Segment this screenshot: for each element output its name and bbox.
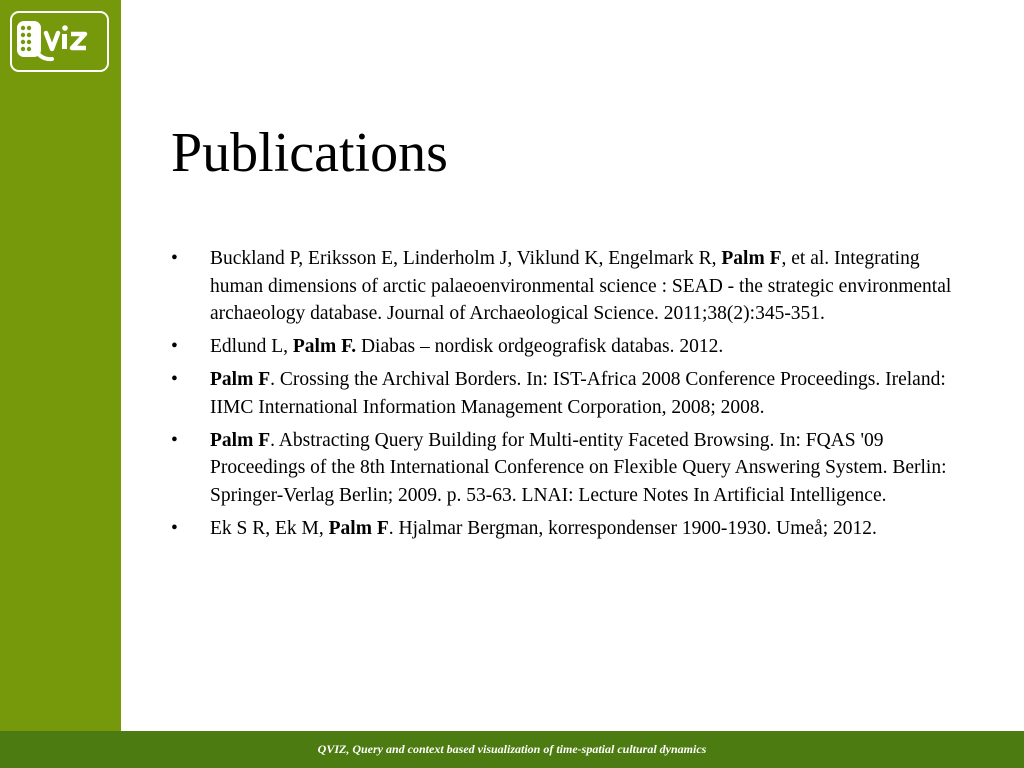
publication-item <box>171 245 971 328</box>
bullet: • <box>171 248 178 269</box>
publication-author-highlight: Palm F <box>210 369 271 390</box>
slide-title: Publications <box>171 122 448 184</box>
publication-text-start: Buckland P, Eriksson E, Linderholm J, Viklund K, Engelmark R, <box>210 248 722 269</box>
publication-author-highlight: Palm F <box>721 248 782 269</box>
publication-text-end: . Abstracting Query Building for Multi-entity Faceted Browsing. In: FQAS '09 Proceedings of the 8th International Conference on Flexible Query Answering System. Berlin: Springer-Verlag Berlin; 2009. p. 53-63. LNAI: Lecture Notes In Artificial Intelligence. <box>210 429 947 506</box>
footer-tagline: QVIZ, Query and context based visualization of time-spatial cultural dynamics <box>317 742 707 756</box>
publication-author-highlight: Palm F <box>210 429 271 451</box>
footer-bar <box>0 731 1024 768</box>
sidebar <box>0 0 121 731</box>
publication-text-end: . Hjalmar Bergman, korrespondenser 1900-1930. Umeå; 2012. <box>388 517 877 539</box>
qviz-logo-graphic <box>12 13 107 70</box>
publication-author-highlight: Palm F <box>328 517 389 539</box>
bullet: • <box>171 336 178 357</box>
bullet: • <box>171 429 178 451</box>
publication-text-start: Edlund L, <box>210 336 293 357</box>
publication-text-end: Diabas – nordisk ordgeografisk databas. 2012. <box>356 336 724 357</box>
bullet: • <box>171 517 178 539</box>
publication-item <box>171 427 971 510</box>
bullet: • <box>171 369 178 390</box>
qviz-logo <box>10 11 109 72</box>
publication-text-end: , et al. Integrating human dimensions of arctic palaeoenvironmental science : SEAD - the strategic environmental archaeology database. Journal of Archaeological Science. 2011;38(2):345-351. <box>210 248 952 324</box>
publication-text-end: . Crossing the Archival Borders. In: IST-Africa 2008 Conference Proceedings. Ireland: IIMC International Information Management Corporation, 2008; 2008. <box>210 369 946 418</box>
publication-item <box>171 366 971 421</box>
publication-item <box>171 515 971 543</box>
publication-list <box>171 245 971 548</box>
publication-author-highlight: Palm F. <box>292 336 357 357</box>
publication-text-start: Ek S R, Ek M, <box>210 517 329 539</box>
publication-item <box>171 333 971 361</box>
